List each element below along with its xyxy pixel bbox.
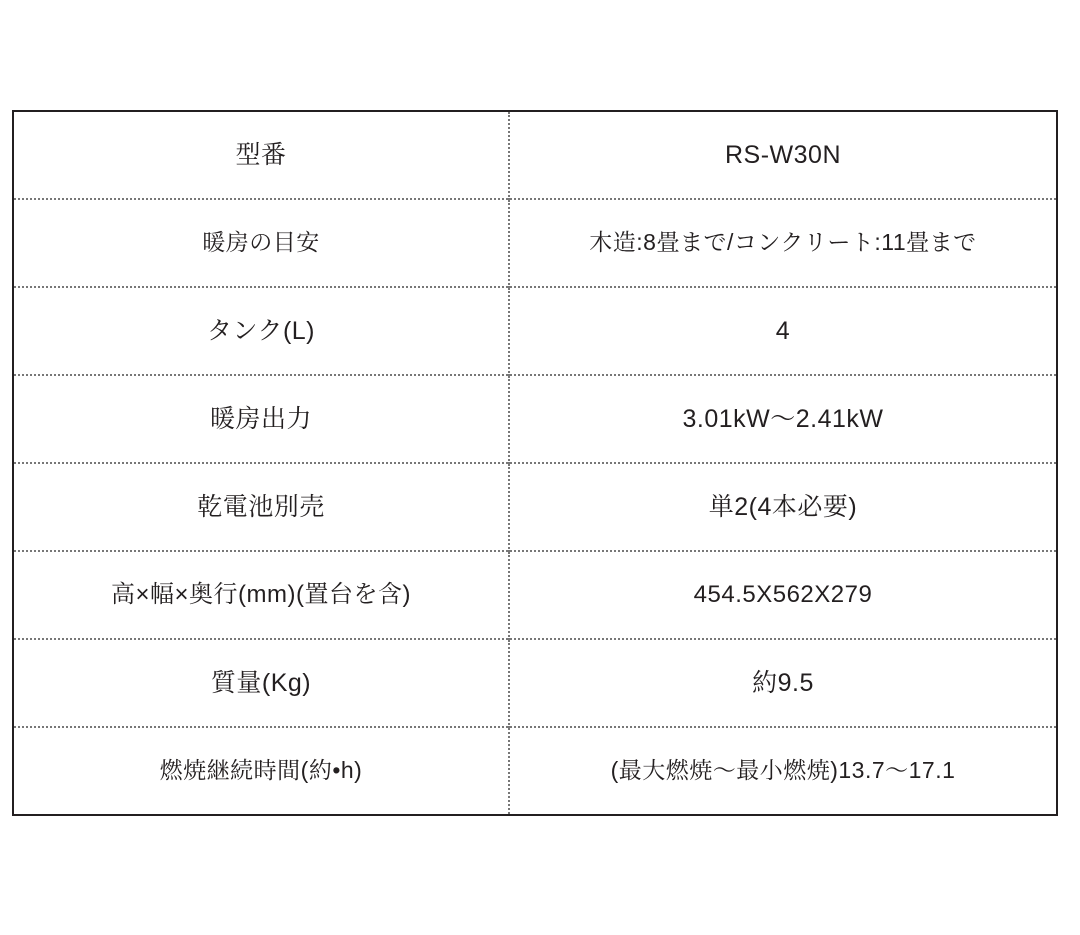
spec-value-cell xyxy=(509,463,1057,551)
table-row xyxy=(13,551,1057,639)
table-row xyxy=(13,375,1057,463)
spec-label-cell xyxy=(13,551,509,639)
spec-label-text: 高×幅×奥行(mm)(置台を含) xyxy=(111,581,411,609)
spec-value-cell xyxy=(509,111,1057,199)
spec-value-text: 4 xyxy=(775,316,791,345)
spec-label-cell xyxy=(13,727,509,815)
table-row xyxy=(13,727,1057,815)
spec-table-container xyxy=(12,110,1058,816)
spec-label-text: 型番 xyxy=(235,140,287,169)
spec-label-cell xyxy=(13,199,509,287)
spec-value-text: 454.5X562X279 xyxy=(693,581,873,609)
table-row xyxy=(13,463,1057,551)
spec-value-text: 3.01kW〜2.41kW xyxy=(682,404,884,433)
table-row xyxy=(13,111,1057,199)
spec-value-cell xyxy=(509,375,1057,463)
spec-value-text: 木造:8畳まで/コンクリート:11畳まで xyxy=(589,229,977,256)
table-row xyxy=(13,199,1057,287)
spec-label-text: 乾電池別売 xyxy=(197,492,325,521)
spec-label-text: 暖房出力 xyxy=(209,404,312,433)
spec-value-text: (最大燃焼〜最小燃焼)13.7〜17.1 xyxy=(610,757,956,784)
table-row xyxy=(13,287,1057,375)
spec-value-cell xyxy=(509,551,1057,639)
spec-label-cell xyxy=(13,463,509,551)
spec-value-text: 約9.5 xyxy=(752,668,814,697)
spec-label-text: タンク(L) xyxy=(206,316,316,345)
spec-value-cell xyxy=(509,287,1057,375)
spec-table-body xyxy=(13,111,1057,815)
spec-label-text: 暖房の目安 xyxy=(202,229,320,256)
spec-label-cell xyxy=(13,639,509,727)
spec-label-cell xyxy=(13,287,509,375)
spec-label-cell xyxy=(13,375,509,463)
spec-value-cell xyxy=(509,639,1057,727)
spec-value-cell xyxy=(509,727,1057,815)
table-row xyxy=(13,639,1057,727)
spec-table xyxy=(12,110,1058,816)
spec-label-text: 質量(Kg) xyxy=(210,668,312,697)
spec-value-text: 単2(4本必要) xyxy=(708,492,858,521)
spec-value-text: RS-W30N xyxy=(724,140,841,169)
spec-label-text: 燃焼継続時間(約•h) xyxy=(159,757,363,784)
spec-value-cell xyxy=(509,199,1057,287)
spec-label-cell xyxy=(13,111,509,199)
